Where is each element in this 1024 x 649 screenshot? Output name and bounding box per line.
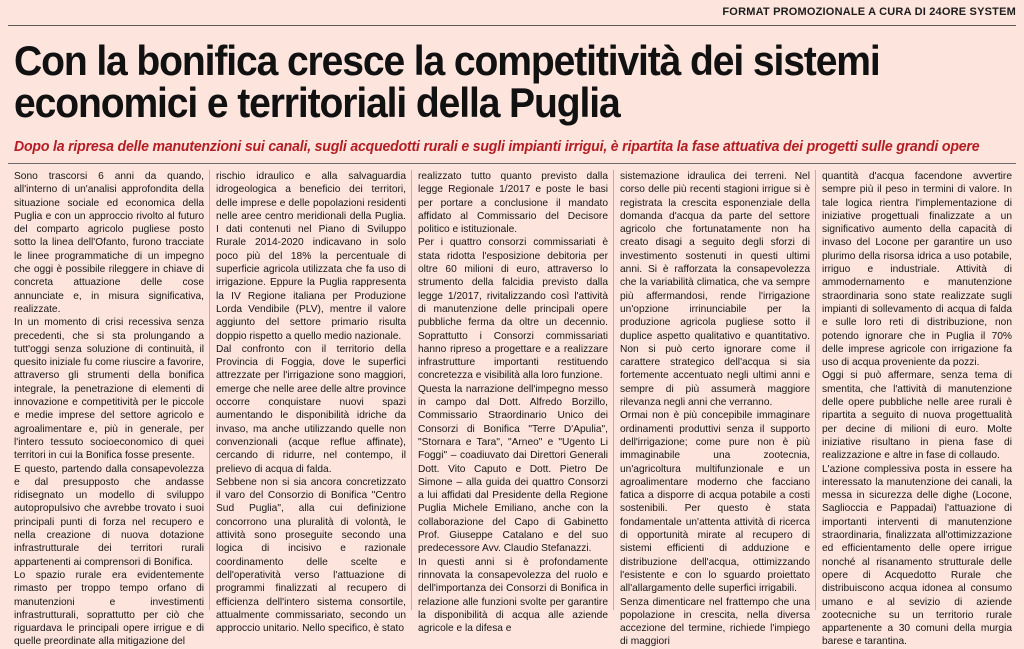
paragraph: Ormai non è più concepibile immaginare ordinamenti produttivi senza il supporto dell'irrigazione; come pure non è più immaginabile una zootecnia, un'agricoltura multifunzionale e un agroalimentare moderno che facciano fatica a disporre di acqua potabile a costi sostenibili. Per questo è stata fondamentale un'attenta attività di ricerca di opportunità mirate al recupero di sistemi efficienti di adduzione e distribuzione dell'acqua, ottimizzando l'esistente e con lo sguardo proiettato all'allargamento delle superfici irrigabili. bbox=[620, 410, 810, 595]
paragraph: quantità d'acqua facendone avvertire sempre più il peso in termini di valore. In tale logica rientra l'implementazione di iniziative progettuali finalizzate a un significativo aumento della capacità di invaso del Locone per garantire un uso plurimo della risorsa idrica a uso potabile, irriguo e industriale. Attività di ammodernamento e manutenzione straordinaria sono state realizzate sugli impianti di sollevamento di acqua di falda e sulle loro reti di distribuzione, non potendo ignorare che in Puglia il 70% delle imprese agricole con irrigazione fa uso di acqua proveniente da pozzi. bbox=[822, 171, 1012, 369]
paragraph: E questo, partendo dalla consapevolezza e dal presupposto che andasse ridisegnato un modello di sviluppo autopropulsivo che avrebbe trovato i suoi principali punti di forza nel recupero e nella creazione di nuova dotazione infrastrutturale dei territori rurali appartenenti ai comprensori di Bonifica. bbox=[14, 463, 204, 568]
article-title-line-2: economici e territoriali della Puglia bbox=[14, 79, 620, 126]
article-column-4 bbox=[620, 170, 810, 648]
paragraph: rischio idraulico e alla salvaguardia idrogeologica a beneficio dei territori, delle imprese e delle popolazioni residenti nelle aree centro meridionali della Puglia. I dati contenuti nel Piano di Sviluppo Rurale 2014-2020 indicavano in solo poco più del 18% la percentuale di superficie agricola utilizzata che fa uso di irrigazione. Eppure la Puglia rappresenta la IV Regione italiana per Produzione Lorda Vendibile (PLV), mentre il valore aggiunto del settore primario risulta doppio rispetto a quello medio nazionale. bbox=[216, 171, 406, 342]
format-label: FORMAT PROMOZIONALE A CURA DI 24ORE SYSTEM bbox=[722, 6, 1016, 18]
paragraph: Sebbene non si sia ancora concretizzato il varo del Consorzio di Bonifica "Centro Sud Puglia", alla cui definizione concorrono una pluralità di volontà, le attività sono proseguite secondo una logica di incisivo e razionale coordinamento delle scelte e dell'operatività verso l'attuazione di programmi finalizzati al recupero di efficienza dell'intero sistema consortile, attualmente commissariato, secondo un approccio unitario. Nello specifico, è stato bbox=[216, 476, 406, 635]
article-body bbox=[14, 170, 1012, 648]
article-title-line-1: Con la bonifica cresce la competitività dei sistemi bbox=[14, 37, 880, 84]
paragraph: Per i quattro consorzi commissariati è stata ridotta l'esposizione debitoria per oltre 60 milioni di euro, attraverso lo strumento della falcidia previsto dalla legge 1/2017, rivitalizzando così l'attività di manutenzione delle principali opere pubbliche ferma da oltre un decennio. Soprattutto i Consorzi commissariati hanno ripreso a progettare e a realizzare infrastrutture importanti restituendo concretezza e visibilità alla loro funzione. bbox=[418, 237, 608, 382]
paragraph: Questa la narrazione dell'impegno messo in campo dal Dott. Alfredo Borzillo, Commissario Straordinario Unico dei Consorzi di Bonifica "Terre D'Apulia", "Stornara e Tara", "Arneo" e "Ugento Li Foggi" – coadiuvato dai Direttori Generali Dott. Vito Caputo e Dott. Pietro De Simone – alla guida dei quattro Consorzi a lui affidati dal Presidente della Regione Puglia Michele Emiliano, anche con la collaborazione del Capo di Gabinetto Prof. Giuseppe Catalano e del suo predecessore Avv. Claudio Stefanazzi. bbox=[418, 383, 608, 555]
top-divider bbox=[8, 25, 1016, 26]
paragraph: Sono trascorsi 6 anni da quando, all'interno di un'analisi approfondita della situazione sociale ed economica della Puglia e con un approccio rivolto al futuro del comparto agricolo pugliese posto sotto la linea dell'Ofanto, furono tracciate le linee programmatiche di un impegno che oggi è possibile rileggere in chiave di concreta attuazione delle cose annunciate e, in misura significativa, realizzate. bbox=[14, 171, 204, 315]
article-column-2 bbox=[216, 170, 406, 635]
paragraph: L'azione complessiva posta in essere ha interessato la manutenzione dei canali, la messa in sicurezza delle dighe (Locone, Saglioccia e Pappadai) l'attuazione di importanti interventi di manutenzione straordinaria, finalizzata all'ottimizzazione ed efficientamento delle opere irrigue nonché al risanamento strutturale delle opere di Acquedotto Rurale che distribuiscono acqua idonea al consumo umano e al sevizio di aziende zootecniche su un territorio rurale appartenente a 30 comuni della murgia barese e tarantina. bbox=[822, 463, 1012, 648]
paragraph: Lo spazio rurale era evidentemente rimasto per troppo tempo orfano di manutenzioni e investimenti infrastrutturali, soprattutto per ciò che riguardava le principali opere irrigue e di quelle preordinate alla mitigazione del bbox=[14, 569, 204, 648]
paragraph: In questi anni si è profondamente rinnovata la consapevolezza del ruolo e dell'importanza dei Consorzi di Bonifica in relazione alle funzioni svolte per garantire la disponibilità di acqua alle aziende agricole e la difesa e bbox=[418, 556, 608, 635]
article-column-5 bbox=[822, 170, 1012, 648]
article-title bbox=[14, 37, 944, 126]
article-column-3 bbox=[418, 170, 608, 635]
paragraph: Senza dimenticare nel frattempo che una popolazione in crescita, nella diversa accezione del termine, richiede l'impiego di maggiori bbox=[620, 596, 810, 648]
paragraph: Dal confronto con il territorio della Provincia di Foggia, dove le superfici attrezzate per l'irrigazione sono maggiori, emerge che nelle aree delle altre province occorre conquistare nuovi spazi aumentando le disponibilità idriche da invaso, ma anche utilizzando quelle non convenzionali (acque reflue affinate), cercando di ridurre, nel contempo, il prelievo di acqua di falda. bbox=[216, 343, 406, 475]
article-subtitle: Dopo la ripresa delle manutenzioni sui canali, sugli acquedotti rurali e sugli impianti irrigui, è ripartita la fase attuativa dei progetti sulle grandi opere bbox=[14, 138, 980, 155]
article-column-1 bbox=[14, 170, 204, 648]
paragraph: In un momento di crisi recessiva senza precedenti, che si sta prolungando a tutt'oggi senza soluzione di continuità, il quesito iniziale fu come riuscire a favorire, attraverso gli strumenti della bonifica integrale, la penetrazione di elementi di innovazione e competitività per le piccole e medie imprese del settore agricolo e agroalimentare e, più in generale, per l'intero tessuto socioeconomico di quei territori in cui la Bonifica fosse presente. bbox=[14, 317, 204, 462]
paragraph: Oggi si può affermare, senza tema di smentita, che l'attività di manutenzione delle opere pubbliche nelle aree rurali è ripartita a seguito di nuova progettualità per decine di milioni di euro. Molte iniziative risultano in piena fase di realizzazione e altre in fase di collaudo. bbox=[822, 370, 1012, 462]
paragraph: sistemazione idraulica dei terreni. Nel corso delle più recenti stagioni irrigue si è registrata la crescita esponenziale della domanda d'acqua da parte del settore agricolo che fortunatamente non ha creato disagi a seguito degli sforzi di investimento sostenuti in questi ultimi anni. Si è rafforzata la consapevolezza che la variabilità climatica, che va sempre più affermandosi, rende l'irrigazione un'opzione irrinunciabile per la produzione agricola pugliese sotto il duplice aspetto qualitativo e quantitativo. Non si può certo ignorare come il carattere strategico dell'acqua si sia fortemente accentuato negli ultimi anni e sempre di più assumerà maggiore rilevanza negli anni che verranno. bbox=[620, 171, 810, 409]
paragraph: realizzato tutto quanto previsto dalla legge Regionale 1/2017 e poste le basi per portare a conclusione il mandato affidato al Commissario del Decisore politico e istituzionale. bbox=[418, 171, 608, 236]
subtitle-divider bbox=[8, 163, 1016, 164]
